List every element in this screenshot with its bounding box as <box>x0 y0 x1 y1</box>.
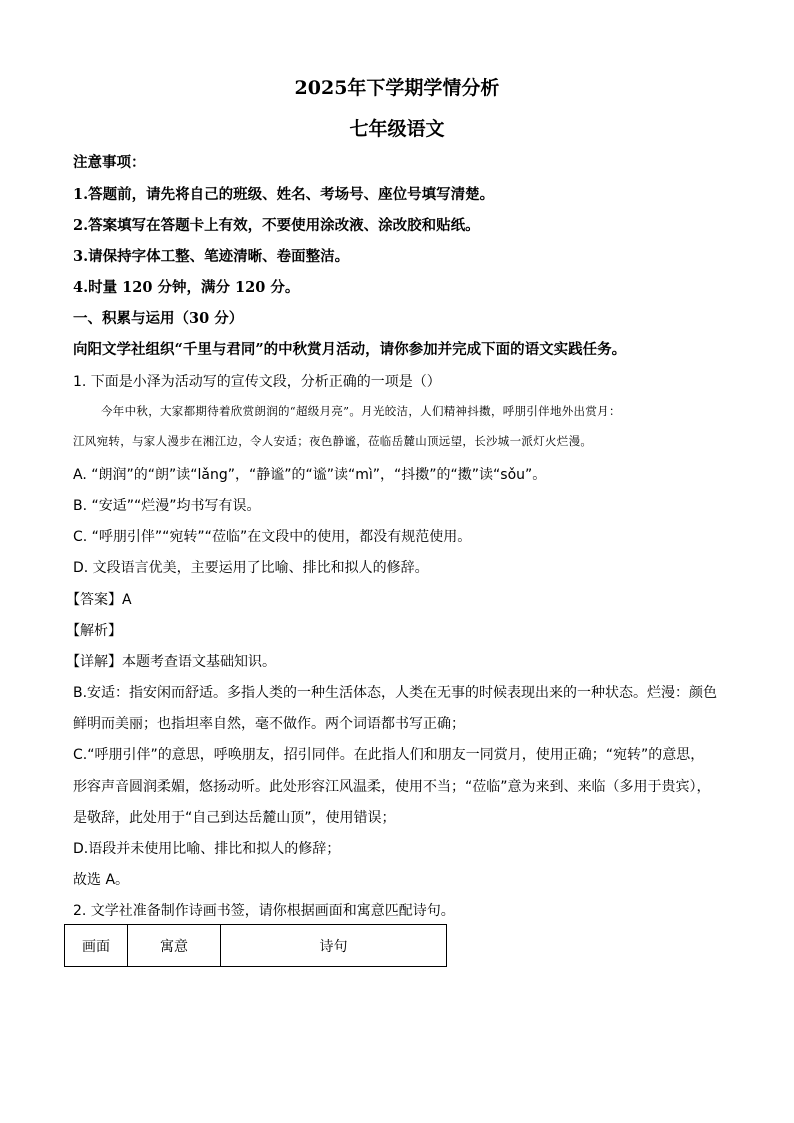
question-1-passage: 江风宛转，与家人漫步在湘江边，令人安适；夜色静谧，莅临岳麓山顶远望，长沙城一派灯火烂漫。 <box>73 434 593 448</box>
question-1-stem: 1. 下面是小泽为活动写的宣传文段，分析正确的一项是（） <box>73 374 441 390</box>
table-header-cell: 诗句 <box>221 925 447 967</box>
notice-item: 2.答案填写在答题卡上有效，不要使用涂改液、涂改胶和贴纸。 <box>73 217 480 234</box>
notice-item: 4.时量 120 分钟，满分 120 分。 <box>73 279 300 296</box>
detail-line: 故选 A。 <box>73 872 130 888</box>
question-2-stem: 2. 文学社准备制作诗画书签，请你根据画面和寓意匹配诗句。 <box>73 903 455 919</box>
detail-line: 是敬辞，此处用于“自己到达岳麓山顶”，使用错误； <box>73 810 396 826</box>
section-intro: 向阳文学社组织“千里与君同”的中秋赏月活动，请你参加并完成下面的语文实践任务。 <box>73 341 627 358</box>
exam-title: 2025年下学期学情分析 <box>294 77 500 99</box>
detail-line: B.安适：指安闲而舒适。多指人类的一种生活体态，人类在无事的时候表现出来的一种状态。烂漫：颜色 <box>73 685 718 701</box>
detail-line: 形容声音圆润柔媚，悠扬动听。此处形容江风温柔，使用不当；“莅临”意为来到、来临（多用于贵宾）， <box>73 779 711 795</box>
detail-line: C.“呼朋引伴”的意思，呼唤朋友，招引同伴。在此指人们和朋友一同赏月，使用正确；“宛转”的意思， <box>73 747 705 763</box>
notice-heading: 注意事项： <box>73 154 146 171</box>
option-c: C. “呼朋引伴”“宛转”“莅临”在文段中的使用，都没有规范使用。 <box>73 529 472 545</box>
option-d: D. 文段语言优美，主要运用了比喻、排比和拟人的修辞。 <box>73 560 429 576</box>
answer-label: 【答案】A <box>66 592 132 608</box>
notice-item: 1.答题前，请先将自己的班级、姓名、考场号、座位号填写清楚。 <box>73 186 495 203</box>
table-header-cell: 画面 <box>65 925 128 967</box>
option-b: B. “安适”“烂漫”均书写有误。 <box>73 498 261 514</box>
notice-item: 3.请保持字体工整、笔迹清晰、卷面整洁。 <box>73 248 350 265</box>
table-header-cell: 寓意 <box>128 925 221 967</box>
section-heading: 一、积累与运用（30 分） <box>73 310 244 327</box>
detail-line: 【详解】本题考查语文基础知识。 <box>66 654 276 670</box>
table-header-row <box>65 925 447 967</box>
option-a: A. “朗润”的“朗”读“lǎng”，“静谧”的“谧”读“mì”，“抖擞”的“擞”读“sǒu”。 <box>73 467 547 483</box>
analysis-label: 【解析】 <box>66 623 122 639</box>
detail-line: 鲜明而美丽；也指坦率自然，毫不做作。两个词语都书写正确； <box>73 716 465 732</box>
poem-table <box>64 924 447 967</box>
question-1-passage: 今年中秋，大家都期待着欣赏朗润的“超级月亮”。月光皎洁，人们精神抖擞，呼朋引伴地外出赏月： <box>101 404 621 418</box>
exam-subtitle: 七年级语文 <box>349 118 445 140</box>
detail-line: D.语段并未使用比喻、排比和拟人的修辞； <box>73 841 341 857</box>
